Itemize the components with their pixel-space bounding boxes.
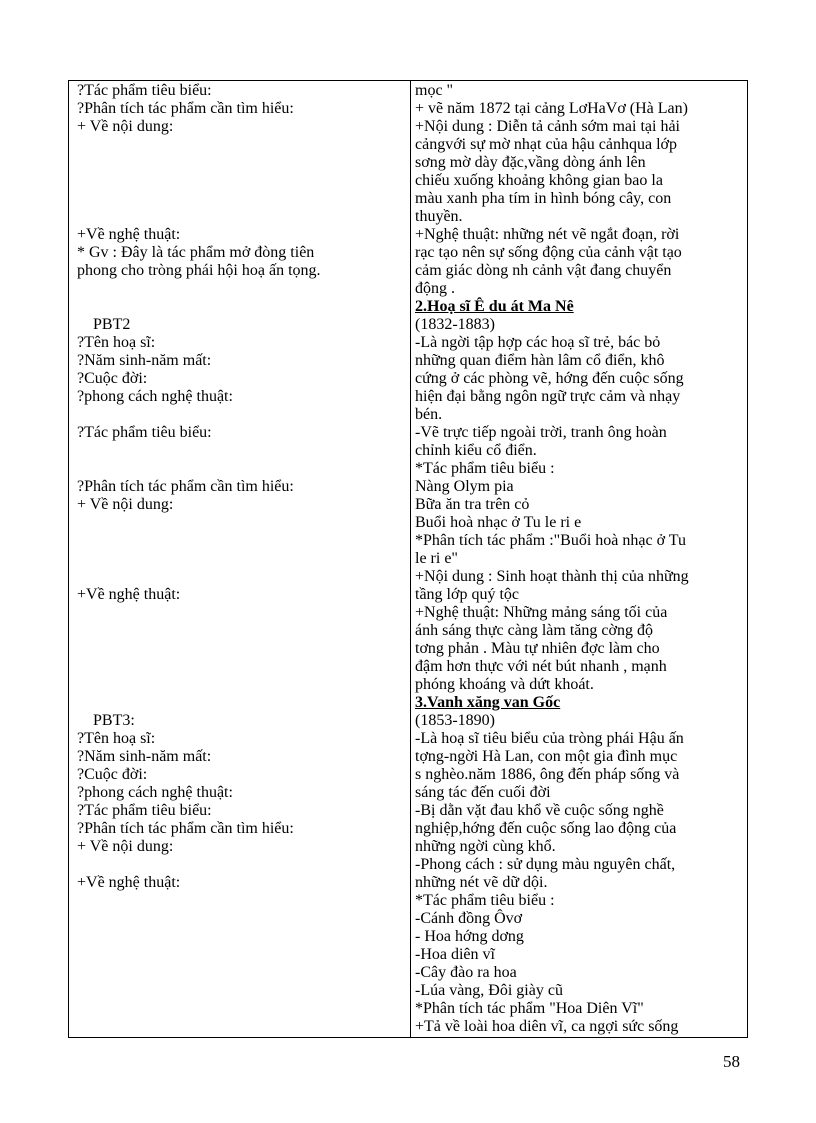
answer-line: động . (415, 280, 455, 297)
answer-line: + vẽ năm 1872 tại cảng LơHaVơ (Hà Lan) (415, 100, 688, 117)
answer-heading: 2.Hoạ sĩ Ê du át Ma Nê (415, 298, 574, 315)
answer-line: sơng mờ dày đặc,vầng dòng ánh lên (415, 154, 646, 171)
answer-line: Nàng Olym pia (415, 478, 514, 495)
answer-line: nghiệp,hớng đến cuộc sống lao động của (415, 820, 677, 837)
question-line: ?Năm sinh-năm mất: (77, 352, 212, 369)
answer-line: tơng phản . Màu tự nhiên đợc làm cho (415, 640, 660, 657)
answer-line: -Bị dằn vặt đau khổ về cuộc sống nghề (415, 802, 664, 819)
question-line: ?Tên hoạ sĩ: (77, 334, 156, 351)
answer-line: cứng ở các phòng vẽ, hớng đến cuộc sống (415, 370, 684, 387)
question-line: ?Cuộc đời: (77, 766, 148, 783)
answer-line: tợng-ngời Hà Lan, con một gia đình mục (415, 748, 678, 765)
answer-line: -Phong cách : sử dụng màu nguyên chất, (415, 856, 676, 873)
answer-line: *Tác phẩm tiêu biểu : (415, 460, 555, 477)
question-line: PBT2 (93, 316, 131, 333)
answer-line: Buổi hoà nhạc ở Tu le ri e (415, 514, 582, 531)
answer-line: tầng lớp quý tộc (415, 586, 519, 603)
answer-line: -Hoa diên vĩ (415, 946, 495, 963)
answer-line: le ri e" (415, 550, 458, 567)
answer-line: Bữa ăn tra trên cỏ (415, 496, 530, 513)
answer-line: -Là ngời tập hợp các hoạ sĩ trẻ, bác bỏ (415, 334, 661, 351)
question-line: PBT3: (93, 712, 135, 729)
answer-line: -Vẽ trực tiếp ngoài trời, tranh ông hoàn (415, 424, 667, 441)
question-line: ?Tên hoạ sĩ: (77, 730, 156, 747)
answer-line: s nghèo.năm 1886, ông đến pháp sống và (415, 766, 680, 783)
question-line: ?Cuộc đời: (77, 370, 148, 387)
question-line: +Về nghệ thuật: (77, 874, 181, 891)
question-line: ?Năm sinh-năm mất: (77, 748, 212, 765)
question-line: +Về nghệ thuật: (77, 586, 181, 603)
question-line: ?Phân tích tác phẩm cần tìm hiểu: (77, 100, 294, 117)
question-line: + Về nội dung: (77, 118, 174, 135)
column-divider (410, 81, 411, 1037)
question-line: ?Tác phẩm tiêu biểu: (77, 802, 212, 819)
answer-line: *Tác phẩm tiêu biểu : (415, 892, 555, 909)
question-line: + Về nội dung: (77, 838, 174, 855)
answer-line: - Hoa hớng dơng (415, 928, 524, 945)
content-table (68, 80, 748, 1038)
answer-line: mọc " (415, 82, 454, 99)
answer-line: chiếu xuống khoảng không gian bao la (415, 172, 663, 189)
question-line: + Về nội dung: (77, 496, 174, 513)
answer-line: những quan điểm hàn lâm cổ điển, khô (415, 352, 665, 369)
question-line: ?Phân tích tác phẩm cần tìm hiểu: (77, 478, 294, 495)
answer-line: +Nội dung : Diễn tả cảnh sớm mai tại hải (415, 118, 680, 135)
question-line: +Về nghệ thuật: (77, 226, 181, 243)
answer-line: *Phân tích tác phẩm "Hoa Diên Vĩ" (415, 1000, 644, 1017)
question-line: ?Phân tích tác phẩm cần tìm hiểu: (77, 820, 294, 837)
answer-line: thuyền. (415, 208, 463, 225)
answer-line: chỉnh kiểu cổ điển. (415, 442, 537, 459)
answer-line: những nét vẽ dữ dội. (415, 874, 548, 891)
answer-line: -Lúa vàng, Đôi giày cũ (415, 982, 563, 999)
question-line: ?Tác phẩm tiêu biểu: (77, 424, 212, 441)
answer-line: *Phân tích tác phẩm :"Buổi hoà nhạc ở Tu (415, 532, 686, 549)
answer-line: cảngvới sự mờ nhạt của hậu cảnhqua lớp (415, 136, 677, 153)
answer-line: (1832-1883) (415, 316, 495, 333)
page-number: 58 (723, 1052, 740, 1071)
question-line: ?phong cách nghệ thuật: (77, 784, 233, 801)
answer-line: sáng tác đến cuối đời (415, 784, 551, 801)
answer-line: -Cánh đồng Ôvơ (415, 910, 523, 927)
answer-line: ánh sáng thực càng làm tăng cờng độ (415, 622, 653, 639)
answer-line: (1853-1890) (415, 712, 495, 729)
answer-line: rạc tạo nên sự sống động của cảnh vật tạo (415, 244, 682, 261)
answer-line: +Nghệ thuật: Những mảng sáng tối của (415, 604, 668, 621)
answer-line: màu xanh pha tím in hình bóng cây, con (415, 190, 672, 207)
answer-line: +Tả về loài hoa diên vĩ, ca ngợi sức sống (415, 1018, 679, 1035)
question-line: ?Tác phẩm tiêu biểu: (77, 82, 212, 99)
question-line: * Gv : Đây là tác phẩm mở đòng tiên (77, 244, 315, 261)
answer-line: +Nội dung : Sinh hoạt thành thị của những (415, 568, 689, 585)
answer-heading: 3.Vanh xăng van Gốc (415, 694, 561, 711)
answer-line: -Cây đào ra hoa (415, 964, 517, 981)
answer-line: -Là hoạ sĩ tiêu biểu của tròng phái Hậu ấn (415, 730, 684, 747)
answer-line: bén. (415, 406, 443, 423)
answer-line: +Nghệ thuật: những nét vẽ ngắt đoạn, rời (415, 226, 680, 243)
answer-line: hiện đại bằng ngôn ngữ trực cảm và nhạy (415, 388, 681, 405)
question-line: phong cho tròng phái hội hoạ ấn tọng. (77, 262, 321, 279)
answer-line: đậm hơn thực với nét bút nhanh , mạnh (415, 658, 667, 675)
question-line: ?phong cách nghệ thuật: (77, 388, 233, 405)
answer-line: cảm giác dòng nh cảnh vật đang chuyển (415, 262, 672, 279)
answer-line: những ngời cùng khổ. (415, 838, 556, 855)
answer-line: phóng khoáng và dứt khoát. (415, 676, 594, 693)
